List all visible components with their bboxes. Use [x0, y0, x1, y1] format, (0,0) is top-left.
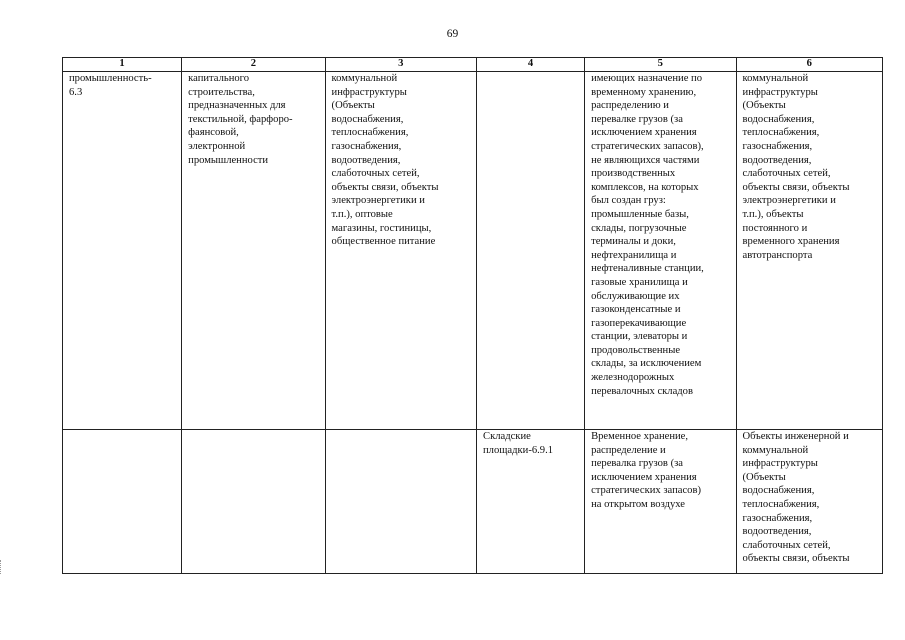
table-row — [63, 430, 883, 574]
cell-text: промышленность- 6.3 — [69, 73, 152, 98]
table-cell — [325, 72, 476, 430]
table-cell — [736, 430, 882, 574]
table-cell — [477, 430, 585, 574]
cell-text: Складские площадки-6.9.1 — [483, 431, 554, 456]
page-number: 69 — [446, 28, 459, 40]
table-cell — [585, 72, 736, 430]
table-header-row — [63, 58, 883, 72]
column-header: 6 — [736, 58, 882, 72]
cell-text: имеющих назначение по временному хранению, распределению и перевалке грузов (за исключением хранения стратегических запасов), не являющихся частями производственных комплексов, на которых был создан груз: промышленные базы, склады, погрузочные терминалы и доки, нефтехранилища и нефтеналивные станции, газовые хранилища и обслуживающие их газоконденсатные и газоперекачивающие станции, элеваторы и продовольственные склады, за исключением железнодорожных перевалочных складов — [591, 73, 704, 397]
table-cell — [182, 72, 325, 430]
table-row — [63, 72, 883, 430]
land-use-table — [62, 57, 883, 574]
table-cell — [736, 72, 882, 430]
cell-text: Временное хранение, распределение и перевалка грузов (за исключением хранения стратегических запасов) на открытом воздухе — [591, 431, 701, 510]
table-cell — [585, 430, 736, 574]
table-cell — [63, 430, 182, 574]
table-cell — [325, 430, 476, 574]
column-header: 1 — [63, 58, 182, 72]
table-cell — [63, 72, 182, 430]
cell-text: коммунальной инфраструктуры (Объекты водоснабжения, теплоснабжения, газоснабжения, водоотведения, слаботочных сетей, объекты связи, объекты электроэнергетики и т.п.), объекты постоянного и временного хранения автотранспорта — [742, 73, 850, 261]
column-header: 4 — [477, 58, 585, 72]
scan-edge-mark — [0, 560, 5, 574]
table-cell — [182, 430, 325, 574]
column-header: 3 — [325, 58, 476, 72]
cell-text: коммунальной инфраструктуры (Объекты водоснабжения, теплоснабжения, газоснабжения, водоотведения, слаботочных сетей, объекты связи, объекты электроэнергетики и т.п.), оптовые магазины, гостиницы, общественное питание — [331, 73, 439, 248]
cell-text: Объекты инженерной и коммунальной инфраструктуры (Объекты водоснабжения, теплоснабжения, газоснабжения, водоотведения, слаботочных сетей, объекты связи, объекты — [742, 431, 850, 565]
column-header: 2 — [182, 58, 325, 72]
cell-text: капитального строительства, предназначенных для текстильной, фарфоро- фаянсовой, электронной промышленности — [188, 73, 293, 166]
table-cell — [477, 72, 585, 430]
column-header: 5 — [585, 58, 736, 72]
